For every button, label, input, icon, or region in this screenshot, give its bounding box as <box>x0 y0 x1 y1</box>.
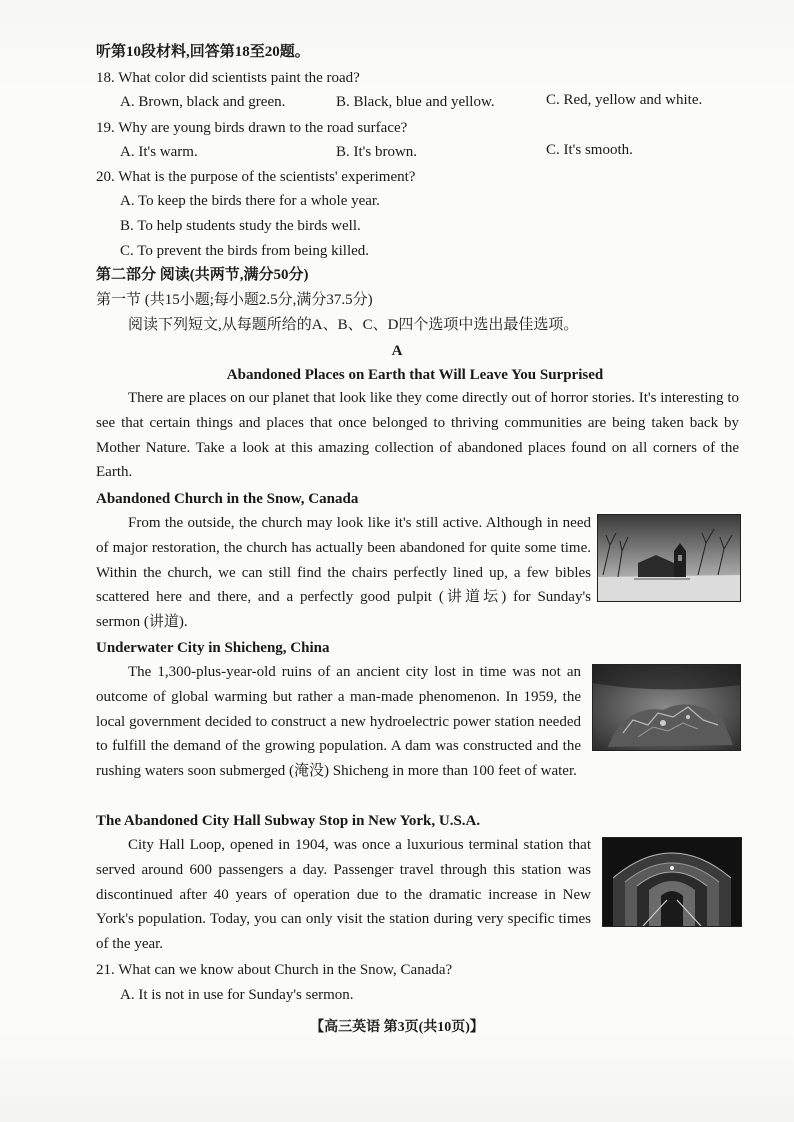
q18-option-b: B. Black, blue and yellow. <box>336 94 495 110</box>
q19-option-a: A. It's warm. <box>120 144 198 160</box>
part2-heading: 第二部分 阅读(共两节,满分50分) <box>96 267 309 283</box>
shicheng-text: The 1,300-plus-year-old ruins of an ancient city lost in time was not an outcome of global warming but rather a man-made phenomenon. In 1959, the local government decided to construct a new hydroelectric power station needed to fulfill the demand of the growing population. A dam was constructed and the rushing waters soon submerged (淹没) Shicheng in more than 100 feet of water. <box>96 664 581 780</box>
passage-letter: A <box>391 343 403 359</box>
subway-station-photo <box>602 837 742 927</box>
q19-option-c: C. It's smooth. <box>546 142 633 158</box>
church-text: From the outside, the church may look like it's still active. Although in need of major restoration, the church has actually been abandoned for quite some time. Within the church, we can still find the chairs perfectly lined up, a few bibles scattered here and there, and a perfectly good pulpit (讲道坛) for Sunday's sermon (讲道). <box>96 515 591 631</box>
shicheng-heading: Underwater City in Shicheng, China <box>96 640 330 656</box>
subway-text: City Hall Loop, opened in 1904, was once a luxurious terminal station that served around 600 passengers a day. Passenger travel through this station was discontinued after 40 years of operation due to the dramatic increase in New York's population. Today, you can only visit the station during very specific times of the year. <box>96 837 591 953</box>
q20-option-c: C. To prevent the birds from being killed. <box>120 243 370 259</box>
question-21: 21. What can we know about Church in the Snow, Canada? <box>96 962 453 978</box>
question-20: 20. What is the purpose of the scientists' experiment? <box>96 169 416 185</box>
passage-intro <box>96 386 739 485</box>
q19-option-b: B. It's brown. <box>336 144 418 160</box>
subway-heading: The Abandoned City Hall Subway Stop in New York, U.S.A. <box>96 813 481 829</box>
q20-option-b: B. To help students study the birds well. <box>120 218 361 234</box>
reading-instruction: 阅读下列短文,从每题所给的A、B、C、D四个选项中选出最佳选项。 <box>128 317 579 333</box>
q21-option-a: A. It is not in use for Sunday's sermon. <box>120 987 354 1003</box>
church-heading: Abandoned Church in the Snow, Canada <box>96 491 359 507</box>
church-photo <box>597 514 741 602</box>
passage-title: Abandoned Places on Earth that Will Leave You Surprised <box>226 367 604 383</box>
question-18: 18. What color did scientists paint the road? <box>96 70 360 86</box>
q18-option-c: C. Red, yellow and white. <box>546 92 703 108</box>
listening-intro: 听第10段材料,回答第18至20题。 <box>96 44 310 60</box>
q18-option-a: A. Brown, black and green. <box>120 94 286 110</box>
passage-intro-text: There are places on our planet that look like they come directly out of horror stories. It's interesting to see that certain things and places that once belonged to thriving communities are being taken back by Mother Nature. Take a look at this amazing collection of abandoned places found on all corners of the Earth. <box>96 390 739 481</box>
underwater-city-photo <box>592 664 741 751</box>
section1-heading: 第一节 (共15小题;每小题2.5分,满分37.5分) <box>96 292 373 308</box>
q20-option-a: A. To keep the birds there for a whole year. <box>120 193 380 209</box>
church-paragraph <box>96 511 591 635</box>
question-19: 19. Why are young birds drawn to the road surface? <box>96 120 408 136</box>
page-footer: 【高三英语 第3页(共10页)】 <box>310 1020 484 1035</box>
